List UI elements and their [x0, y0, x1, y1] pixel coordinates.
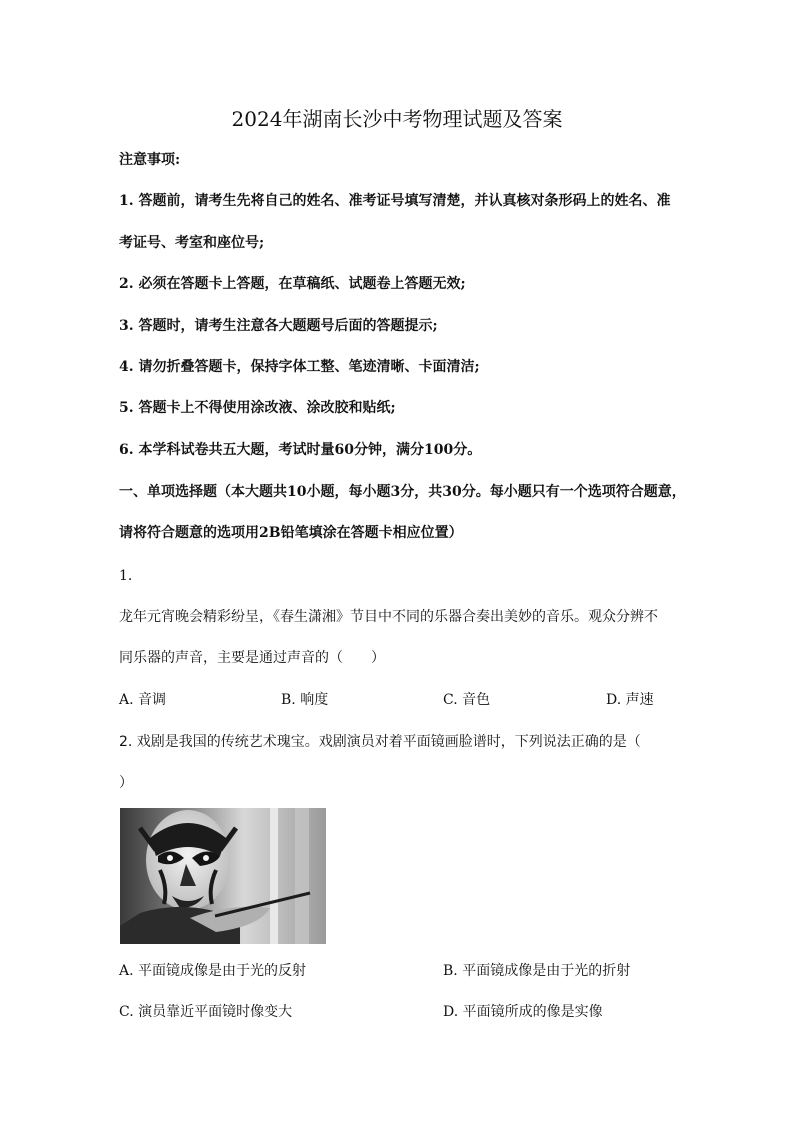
option-text: 响度	[300, 692, 329, 708]
option-text: 声速	[625, 692, 654, 708]
option-letter: A.	[119, 692, 134, 708]
option-letter: C.	[443, 692, 458, 708]
option-b	[281, 690, 328, 710]
notice-line: 2. 必须在答题卡上答题，在草稿纸、试题卷上答题无效;	[119, 276, 466, 292]
question-stem: 龙年元宵晚会精彩纷呈，《春生潇湘》节目中不同的乐器合奏出美妙的音乐。观众分辨不	[119, 609, 658, 625]
option-letter: C.	[119, 1004, 134, 1020]
notice-line: 3. 答题时，请考生注意各大题题号后面的答题提示;	[119, 318, 438, 334]
question-stem: 同乐器的声音，主要是通过声音的（ ）	[119, 650, 385, 666]
notice-line: 考证号、考室和座位号;	[119, 235, 265, 251]
option-b	[443, 961, 630, 981]
option-d	[443, 1002, 603, 1022]
option-letter: B.	[443, 963, 458, 979]
section-heading-cont: 请将符合题意的选项用2B铅笔填涂在答题卡相应位置）	[119, 525, 463, 541]
question-stem: ）	[119, 775, 133, 791]
option-text: 平面镜成像是由于光的反射	[138, 963, 307, 979]
option-text: 音调	[138, 692, 167, 708]
option-a	[119, 961, 306, 981]
section-heading: 一、单项选择题（本大题共10小题，每小题3分，共30分。每小题只有一个选项符合题意，	[119, 484, 686, 500]
option-d	[606, 690, 654, 710]
notice-line: 6. 本学科试卷共五大题，考试时量60分钟，满分100分。	[119, 442, 482, 458]
option-letter: D.	[443, 1004, 459, 1020]
notice-heading: 注意事项:	[119, 152, 181, 168]
option-text: 平面镜成像是由于光的折射	[462, 963, 631, 979]
option-letter: D.	[606, 692, 622, 708]
notice-line: 4. 请勿折叠答题卡，保持字体工整、笔迹清晰、卡面清洁;	[119, 359, 480, 375]
notice-line: 1. 答题前，请考生先将自己的姓名、准考证号填写清楚，并认真核对条形码上的姓名、准	[119, 193, 671, 209]
question-stem: 2. 戏剧是我国的传统艺术瑰宝。戏剧演员对着平面镜画脸谱时，下列说法正确的是（	[119, 734, 641, 750]
notice-line: 5. 答题卡上不得使用涂改液、涂改胶和贴纸;	[119, 400, 396, 416]
opera-mask-photo	[120, 808, 326, 944]
option-a	[119, 690, 166, 710]
question-number: 1.	[119, 568, 133, 584]
option-letter: A.	[119, 963, 134, 979]
page-title: 2024年湖南长沙中考物理试题及答案	[231, 107, 563, 131]
option-c	[119, 1002, 292, 1022]
option-text: 音色	[462, 692, 491, 708]
option-c	[443, 690, 490, 710]
option-letter: B.	[281, 692, 296, 708]
option-text: 演员靠近平面镜时像变大	[138, 1004, 293, 1020]
option-text: 平面镜所成的像是实像	[462, 1004, 603, 1020]
